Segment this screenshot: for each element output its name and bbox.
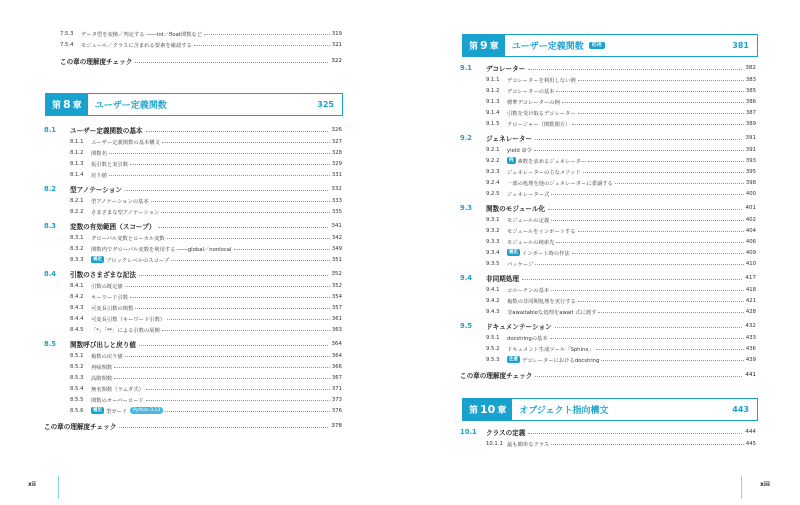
toc-section bbox=[460, 62, 756, 129]
section-number: 8.2 bbox=[44, 185, 57, 193]
subentry-number: 8.5.2 bbox=[70, 363, 84, 370]
subentry-page: 376 bbox=[331, 407, 342, 414]
toc-subentry[interactable] bbox=[70, 313, 342, 324]
toc-section bbox=[44, 220, 342, 265]
toc-subentry[interactable] bbox=[70, 350, 342, 361]
subentry-page: 331 bbox=[331, 171, 342, 178]
toc-subentry[interactable] bbox=[486, 438, 756, 449]
chapter-page: 381 bbox=[732, 41, 749, 50]
subentry-page: 373 bbox=[331, 396, 342, 403]
subentry-title: 例 素数を求めるジェネレーター bbox=[509, 158, 587, 165]
subentry-page: 409 bbox=[745, 249, 756, 256]
toc-subentry[interactable] bbox=[70, 195, 342, 206]
section-page: 432 bbox=[745, 323, 756, 329]
advanced-badge: 応用 bbox=[588, 41, 606, 50]
subentry-number: 9.1.1 bbox=[486, 76, 500, 83]
subentry-number: 9.2.5 bbox=[486, 190, 500, 197]
toc-subentry[interactable] bbox=[70, 158, 342, 169]
page-number: xiii bbox=[759, 481, 770, 488]
toc-section bbox=[44, 268, 342, 335]
note-tag: 補足 bbox=[93, 408, 102, 413]
section-page: 341 bbox=[331, 223, 342, 229]
subentry-page: 367 bbox=[331, 374, 342, 381]
subentry-number: 8.2.2 bbox=[70, 208, 84, 215]
toc-section bbox=[44, 338, 342, 416]
subentry-title: 補足 インポート時の作法 bbox=[509, 250, 570, 257]
toc-section bbox=[460, 132, 756, 199]
subentry-number: 8.3.1 bbox=[70, 234, 84, 241]
toc-subentry[interactable] bbox=[486, 354, 756, 365]
toc-section-heading[interactable] bbox=[44, 124, 342, 136]
subentry-number: 9.3.4 bbox=[486, 249, 500, 256]
subentry-page: 428 bbox=[745, 308, 756, 315]
subentry-page: 364 bbox=[331, 352, 342, 359]
subentry-page: 402 bbox=[745, 216, 756, 223]
toc-subentry[interactable] bbox=[70, 280, 342, 291]
subentry-title: ドキュメント生成ツール「Sphinx」 bbox=[507, 346, 594, 353]
toc-section bbox=[44, 124, 342, 180]
subentry-number: 8.5.1 bbox=[70, 352, 84, 359]
toc-subentry[interactable]: 7.5.3 データ型を変換／判定する ――int／float関数など 319 bbox=[60, 30, 342, 38]
toc-section-heading[interactable] bbox=[460, 62, 756, 74]
section-page: 382 bbox=[745, 65, 756, 71]
toc-subentry[interactable] bbox=[486, 306, 756, 317]
section-title: 型アノテーション bbox=[70, 186, 122, 194]
subentry-page: 395 bbox=[745, 168, 756, 175]
toc-subentry[interactable] bbox=[486, 214, 756, 225]
chapter-check-entry[interactable]: この章の理解度チェック 322 bbox=[60, 58, 342, 66]
subentry-number: 8.2.1 bbox=[70, 197, 84, 204]
toc-section-heading[interactable] bbox=[460, 426, 756, 438]
toc-section-heading[interactable] bbox=[44, 338, 342, 350]
subentry-number: 9.4.1 bbox=[486, 286, 500, 293]
chapter-title: ユーザー定義関数 bbox=[94, 101, 167, 111]
section-number: 8.1 bbox=[44, 126, 57, 134]
section-number: 10.1 bbox=[460, 428, 477, 436]
subentry-number: 10.1.1 bbox=[486, 440, 503, 447]
subentry-title: 関数内でグローバル変数を利用する ――global／nonlocal bbox=[91, 246, 232, 253]
subentry-number: 9.1.4 bbox=[486, 109, 500, 116]
page-number: xii bbox=[28, 481, 36, 488]
version-badge: Python 3.13 bbox=[130, 407, 163, 414]
toc-subentry[interactable] bbox=[486, 74, 756, 85]
subentry-number: 9.2.2 bbox=[486, 157, 500, 164]
subentry-page: 387 bbox=[745, 109, 756, 116]
subentry-number: 9.3.5 bbox=[486, 260, 500, 267]
section-number: 9.2 bbox=[460, 134, 473, 142]
subentry-page: 363 bbox=[331, 326, 342, 333]
subentry-title: 最も簡単なクラス bbox=[507, 441, 550, 448]
subentry-page: 445 bbox=[745, 440, 756, 447]
subentry-page: 366 bbox=[331, 363, 342, 370]
subentry-page: 383 bbox=[745, 76, 756, 83]
toc-subentry[interactable] bbox=[486, 332, 756, 343]
toc-subentry[interactable] bbox=[70, 254, 342, 265]
subentry-number: 9.3.3 bbox=[486, 238, 500, 245]
note-tag: 注意 bbox=[509, 357, 518, 362]
subentry-title: 戻り値 bbox=[91, 172, 107, 179]
toc-subentry[interactable] bbox=[70, 405, 342, 416]
subentry-page: 406 bbox=[745, 238, 756, 245]
section-title: ドキュメンテーション bbox=[486, 323, 552, 331]
section-title: デコレーター bbox=[486, 65, 526, 73]
subentry-number: 9.1.5 bbox=[486, 120, 500, 127]
section-title: 関数のモジュール化 bbox=[486, 205, 546, 213]
section-page: 326 bbox=[331, 127, 342, 133]
subentry-number: 8.4.1 bbox=[70, 282, 84, 289]
note-tag: 例 bbox=[509, 158, 514, 163]
section-number: 8.3 bbox=[44, 222, 57, 230]
subentry-title: yield 命令 bbox=[507, 147, 532, 154]
subentry-title: コルーチンの基本 bbox=[507, 287, 550, 294]
subentry-page: 410 bbox=[745, 260, 756, 267]
subentry-title: 標準デコレーターの例 bbox=[507, 99, 560, 106]
section-number: 9.3 bbox=[460, 204, 473, 212]
section-number: 8.5 bbox=[44, 340, 57, 348]
subentry-page: 393 bbox=[745, 157, 756, 164]
subentry-page: 357 bbox=[331, 304, 342, 311]
subentry-page: 327 bbox=[331, 138, 342, 145]
toc-subentry[interactable] bbox=[486, 258, 756, 269]
subentry-title: 関数のオーバーロード bbox=[91, 397, 144, 404]
toc-subentry[interactable] bbox=[70, 243, 342, 254]
toc-subentry[interactable] bbox=[486, 177, 756, 188]
subentry-title: グローバル変数とローカル変数 bbox=[91, 235, 165, 242]
subentry-number: 9.3.1 bbox=[486, 216, 500, 223]
subentry-page: 335 bbox=[331, 208, 342, 215]
subentry-number: 8.5.3 bbox=[70, 374, 84, 381]
toc-section bbox=[460, 202, 756, 269]
subentry-title: デコレーターの基本 bbox=[507, 88, 555, 95]
subentry-page: 354 bbox=[331, 293, 342, 300]
section-number: 9.5 bbox=[460, 322, 473, 330]
section-page: 364 bbox=[331, 341, 342, 347]
subentry-title: クロージャー（関数閉方） bbox=[507, 121, 571, 128]
subentry-title: デコレーターを利用しない例 bbox=[507, 77, 576, 84]
toc-subentry[interactable] bbox=[486, 295, 756, 306]
subentry-title: 複数の戻り値 bbox=[91, 353, 123, 360]
subentry-title: 補足 ブロックレベルのスコープ bbox=[93, 257, 170, 264]
subentry-title: 引数を受け取るデコレーター bbox=[507, 110, 576, 117]
toc-subentry[interactable] bbox=[486, 188, 756, 199]
section-page: 444 bbox=[745, 429, 756, 435]
toc-subentry[interactable] bbox=[70, 383, 342, 394]
toc-section-heading[interactable] bbox=[460, 320, 756, 332]
toc-subentry[interactable] bbox=[70, 169, 342, 180]
subentry-number: 8.5.5 bbox=[70, 396, 84, 403]
section-page: 391 bbox=[745, 135, 756, 141]
subentry-title: docstringの基本 bbox=[507, 335, 548, 342]
toc-subentry[interactable] bbox=[486, 343, 756, 354]
chapter-10-heading[interactable]: 第 10 章 オブジェクト指向構文 443 bbox=[462, 398, 758, 421]
right-page bbox=[400, 0, 800, 505]
toc-section-heading[interactable] bbox=[460, 132, 756, 144]
subentry-title: モジュールの検索先 bbox=[507, 239, 555, 246]
subentry-number: 9.1.2 bbox=[486, 87, 500, 94]
section-title: ジェネレーター bbox=[486, 135, 533, 143]
subentry-number: 9.5.1 bbox=[486, 334, 500, 341]
section-title: クラスの定義 bbox=[486, 429, 526, 437]
subentry-number: 8.1.3 bbox=[70, 160, 84, 167]
chapter-check-entry[interactable]: この章の理解度チェック 378 bbox=[44, 423, 342, 431]
note-tag: 補足 bbox=[509, 250, 518, 255]
toc-section bbox=[460, 426, 756, 449]
subentry-title: ユーザー定義関数の基本構文 bbox=[91, 139, 160, 146]
toc-subentry[interactable] bbox=[486, 155, 756, 166]
section-page: 417 bbox=[745, 275, 756, 281]
chapter-title: ユーザー定義関数 bbox=[511, 42, 584, 52]
chapter-page: 443 bbox=[732, 405, 749, 414]
subentry-number: 9.2.3 bbox=[486, 168, 500, 175]
subentry-page: 436 bbox=[745, 345, 756, 352]
subentry-page: 421 bbox=[745, 297, 756, 304]
toc-section bbox=[460, 320, 756, 365]
chapter-check-entry[interactable]: この章の理解度チェック 441 bbox=[460, 372, 756, 380]
toc-subentry[interactable] bbox=[486, 236, 756, 247]
toc-subentry[interactable] bbox=[486, 247, 756, 258]
prev-chapter-tail bbox=[60, 28, 342, 68]
subentry-page: 333 bbox=[331, 197, 342, 204]
toc-subentry[interactable] bbox=[70, 394, 342, 405]
subentry-title: モジュールの定義 bbox=[507, 217, 550, 224]
toc-subentry[interactable] bbox=[486, 85, 756, 96]
subentry-title: 注意 デコレーターにおけるdocstring bbox=[509, 357, 600, 364]
toc-subentry[interactable] bbox=[70, 361, 342, 372]
chapter-10-sections bbox=[460, 426, 756, 449]
toc-section-heading[interactable] bbox=[44, 268, 342, 280]
subentry-number: 9.4.2 bbox=[486, 297, 500, 304]
subentry-page: 398 bbox=[745, 179, 756, 186]
subentry-title: 非awaitableな処理をawait 式に渡す bbox=[507, 309, 597, 316]
subentry-number: 9.2.4 bbox=[486, 179, 500, 186]
subentry-number: 9.2.1 bbox=[486, 146, 500, 153]
toc-section bbox=[460, 272, 756, 317]
subentry-page: 352 bbox=[331, 282, 342, 289]
toc-section-heading[interactable] bbox=[44, 183, 342, 195]
subentry-number: 8.3.3 bbox=[70, 256, 84, 263]
chapter-page: 325 bbox=[317, 100, 334, 109]
section-title: ユーザー定義関数の基本 bbox=[70, 127, 143, 135]
subentry-title: 可変長引数（キーワード引数） bbox=[91, 316, 166, 323]
subentry-number: 9.4.3 bbox=[486, 308, 500, 315]
subentry-page: 386 bbox=[745, 98, 756, 105]
section-number: 9.4 bbox=[460, 274, 473, 282]
toc-subentry[interactable] bbox=[486, 166, 756, 177]
toc-subentry[interactable] bbox=[70, 147, 342, 158]
subentry-number: 8.4.5 bbox=[70, 326, 84, 333]
subentry-title: 引数の既定値 bbox=[91, 283, 123, 290]
subentry-page: 389 bbox=[745, 120, 756, 127]
chapter-9-heading[interactable]: 第 9 章 ユーザー定義関数 応用 381 bbox=[462, 34, 758, 57]
subentry-title: 無名関数（ラムダ式） bbox=[91, 386, 144, 393]
subentry-page: 329 bbox=[331, 160, 342, 167]
section-page: 352 bbox=[331, 271, 342, 277]
subentry-title: 可変長引数の関数 bbox=[91, 305, 134, 312]
note-tag: 補足 bbox=[93, 257, 102, 262]
section-title: 非同期処理 bbox=[486, 275, 519, 283]
subentry-number: 8.1.4 bbox=[70, 171, 84, 178]
toc-subentry[interactable] bbox=[486, 284, 756, 295]
section-title: 変数の有効範囲（スコープ） bbox=[70, 223, 156, 231]
section-number: 8.4 bbox=[44, 270, 57, 278]
subentry-number: 8.5.6 bbox=[70, 407, 84, 414]
toc-section-heading[interactable] bbox=[460, 202, 756, 214]
chapter-8-heading[interactable]: 第 8 章 ユーザー定義関数 325 bbox=[45, 93, 343, 116]
subentry-number: 9.3.2 bbox=[486, 227, 500, 234]
subentry-title: 一部の処理を他のジェネレーターに委譲する bbox=[507, 180, 613, 187]
subentry-number: 9.1.3 bbox=[486, 98, 500, 105]
subentry-title: さまざまな型アノテーション bbox=[91, 209, 160, 216]
subentry-number: 8.3.2 bbox=[70, 245, 84, 252]
subentry-number: 8.4.3 bbox=[70, 304, 84, 311]
subentry-title: 高階関数 bbox=[91, 375, 113, 382]
section-number: 9.1 bbox=[460, 64, 473, 72]
subentry-title: 再帰関数 bbox=[91, 364, 113, 371]
subentry-page: 385 bbox=[745, 87, 756, 94]
toc-section bbox=[44, 183, 342, 217]
subentry-title: 「*」「**」による引数の展開 bbox=[91, 327, 160, 334]
toc-subentry[interactable] bbox=[70, 372, 342, 383]
toc-subentry[interactable] bbox=[486, 118, 756, 129]
subentry-page: 349 bbox=[331, 245, 342, 252]
toc-subentry[interactable] bbox=[70, 206, 342, 217]
toc-subentry[interactable]: 7.5.4 モジュール／クラスに含まれる要素を確認する 321 bbox=[60, 41, 342, 49]
chapter-8-sections bbox=[44, 124, 342, 433]
subentry-title: 仮引数と実引数 bbox=[91, 161, 129, 168]
subentry-title: ジェネレーターの主なメソッド bbox=[507, 169, 581, 176]
subentry-number: 8.1.2 bbox=[70, 149, 84, 156]
subentry-number: 8.1.1 bbox=[70, 138, 84, 145]
subentry-page: 391 bbox=[745, 146, 756, 153]
subentry-number: 8.4.2 bbox=[70, 293, 84, 300]
toc-subentry[interactable] bbox=[70, 324, 342, 335]
subentry-title: 関数名 bbox=[91, 150, 107, 157]
subentry-page: 404 bbox=[745, 227, 756, 234]
section-page: 332 bbox=[331, 186, 342, 192]
subentry-number: 8.4.4 bbox=[70, 315, 84, 322]
subentry-title: パッケージ bbox=[507, 261, 534, 268]
subentry-page: 361 bbox=[331, 315, 342, 322]
subentry-number: 9.5.2 bbox=[486, 345, 500, 352]
toc-subentry[interactable] bbox=[70, 302, 342, 313]
chapter-9-sections bbox=[460, 62, 756, 382]
toc-subentry[interactable] bbox=[486, 96, 756, 107]
section-title: 引数のさまざまな記法 bbox=[70, 271, 136, 279]
chapter-title: オブジェクト指向構文 bbox=[519, 406, 609, 416]
subentry-title: モジュールをインポートする bbox=[507, 228, 576, 235]
toc-subentry[interactable] bbox=[486, 225, 756, 236]
subentry-page: 328 bbox=[331, 149, 342, 156]
subentry-page: 342 bbox=[331, 234, 342, 241]
subentry-title: ジェネレーター式 bbox=[507, 191, 550, 198]
toc-subentry[interactable] bbox=[486, 144, 756, 155]
toc-section-heading[interactable] bbox=[44, 220, 342, 232]
toc-subentry[interactable] bbox=[486, 107, 756, 118]
subentry-number: 9.5.3 bbox=[486, 356, 500, 363]
toc-subentry[interactable] bbox=[70, 136, 342, 147]
toc-subentry[interactable] bbox=[70, 232, 342, 243]
subentry-page: 351 bbox=[331, 256, 342, 263]
subentry-page: 371 bbox=[331, 385, 342, 392]
subentry-title: 複数の非同期処理を実行する bbox=[507, 298, 576, 305]
section-title: 関数呼び出しと戻り値 bbox=[70, 341, 136, 349]
subentry-page: 418 bbox=[745, 286, 756, 293]
subentry-title: キーワード引数 bbox=[91, 294, 129, 301]
subentry-number: 8.5.4 bbox=[70, 385, 84, 392]
toc-subentry[interactable] bbox=[70, 291, 342, 302]
subentry-page: 439 bbox=[745, 356, 756, 363]
subentry-page: 400 bbox=[745, 190, 756, 197]
subentry-page: 433 bbox=[745, 334, 756, 341]
section-page: 401 bbox=[745, 205, 756, 211]
subentry-title: 型アノテーションの基本 bbox=[91, 198, 149, 205]
subentry-title: 補足 型ガード Python 3.13 bbox=[91, 407, 163, 415]
toc-section-heading[interactable] bbox=[460, 272, 756, 284]
